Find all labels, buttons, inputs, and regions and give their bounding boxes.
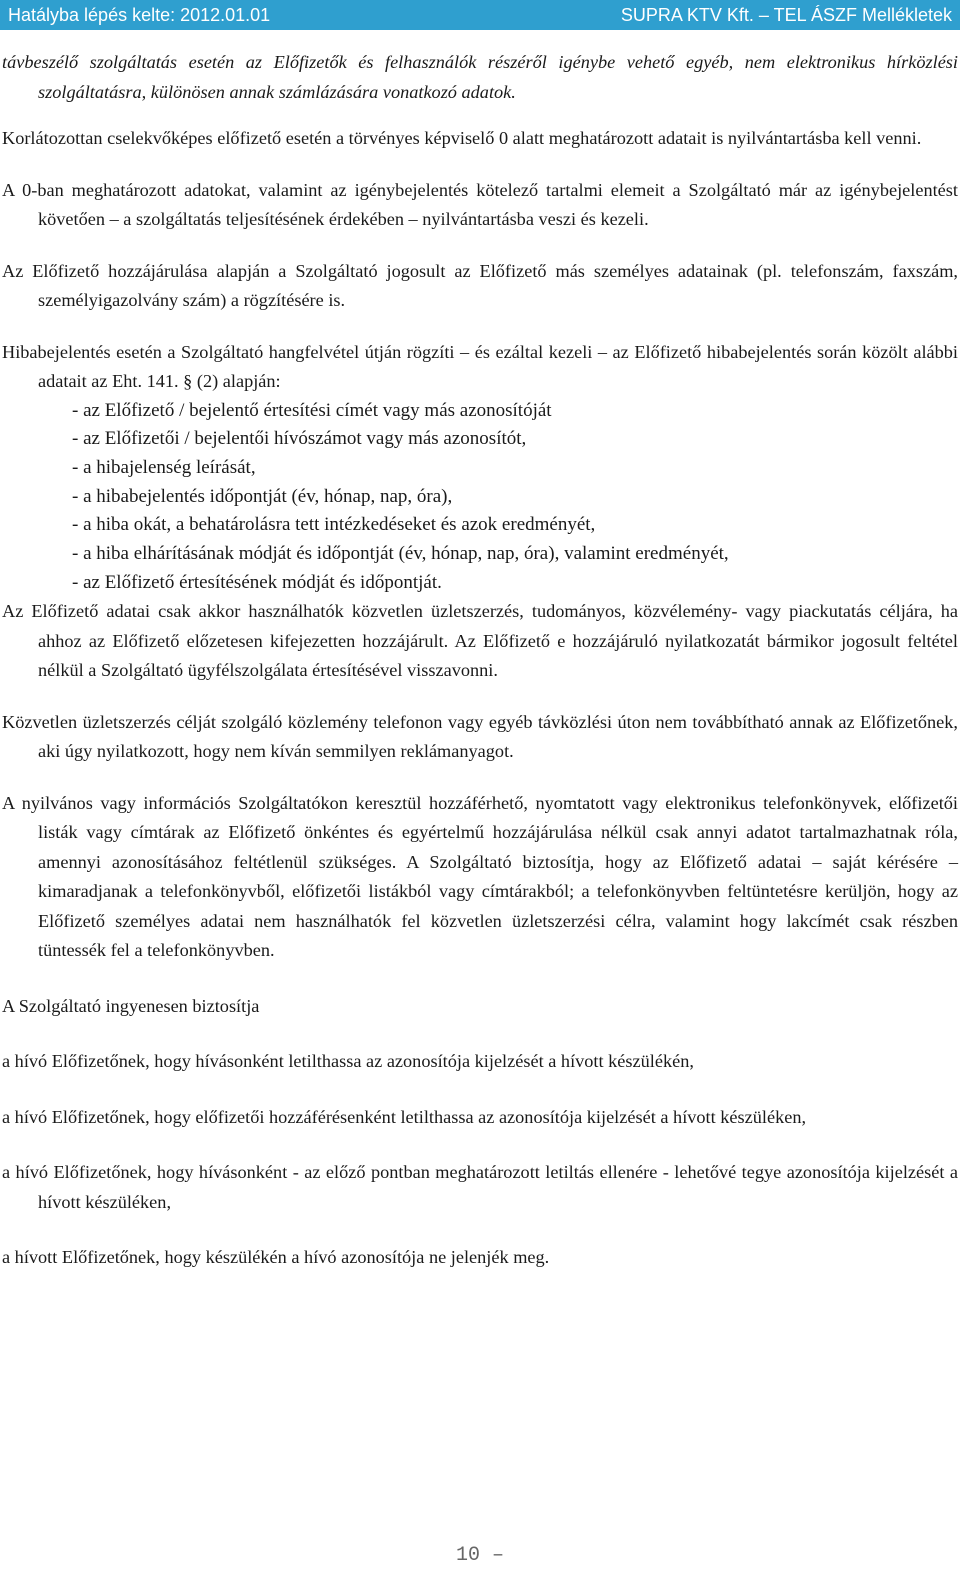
paragraph-caller-per-access: a hívó Előfizetőnek, hogy előfizetői hozzáférésenként letilthassa az azonosítója kijelzését a hívott készüléken,	[2, 1106, 807, 1127]
paragraph-limited-capacity: Korlátozottan cselekvőképes előfizető esetén a törvényes képviselő 0 alatt meghatározott adatait is nyilvántartásba kell venni.	[2, 128, 922, 148]
document-body	[0, 48, 960, 1273]
list-item: - az Előfizető / bejelentő értesítési címét vagy más azonosítóját	[72, 399, 552, 421]
paragraph-caller-override: a hívó Előfizetőnek, hogy hívásonként - az előző pontban meghatározott letiltás ellenére - lehetővé tegye azonosítója kijelzését a hívott készüléken,	[2, 1162, 958, 1212]
paragraph-consent: Az Előfizető hozzájárulása alapján a Szolgáltató jogosult az Előfizető más személyes adatainak (pl. telefonszám, faxszám, személyigazolvány szám) a rögzítésére is.	[2, 260, 958, 310]
effective-date: Hatályba lépés kelte: 2012.01.01	[8, 4, 271, 25]
paragraph-marketing-use: Az Előfizető adatai csak akkor használhatók közvetlen üzletszerzés, tudományos, közvélemény- vagy piackutatás céljára, ha ahhoz az Előfizető előzetesen kifejezetten hozzájárult. Az Előfizető e hozzájáruló nyilatkozatát bármikor jogosult feltétel nélkül a Szolgáltató ügyfélszolgálata értesítésével visszavonni.	[2, 601, 958, 681]
document-title: SUPRA KTV Kft. – TEL ÁSZF Mellékletek	[620, 4, 952, 25]
list-item: - a hiba elhárításának módját és időpontját (év, hónap, nap, óra), valamint eredményét,	[72, 543, 729, 565]
paragraph-called-party: a hívott Előfizetőnek, hogy készülékén a hívó azonosítója ne jelenjék meg.	[2, 1247, 550, 1268]
page-header	[0, 0, 960, 30]
fault-data-list	[2, 397, 958, 598]
paragraph-direct-marketing: Közvetlen üzletszerzés célját szolgáló közlemény telefonon vagy egyéb távközlési úton nem továbbítható annak az Előfizetőnek, aki úgy nyilatkozott, hogy nem kíván semmilyen reklámanyagot.	[2, 711, 958, 762]
paragraph-fault-report: Hibabejelentés esetén a Szolgáltató hangfelvétel útján rögzíti – és ezáltal kezeli – az Előfizető hibabejelentés során közölt alábbi adatait az Eht. 141. § (2) alapján:	[2, 341, 958, 391]
list-item: - a hibabejelentés időpontját (év, hónap, nap, óra),	[72, 485, 453, 507]
list-item: - az Előfizetői / bejelentői hívószámot vagy más azonosítót,	[72, 428, 527, 450]
paragraph-directories: A nyilvános vagy információs Szolgáltatókon keresztül hozzáférhető, nyomtatott vagy elektronikus telefonkönyvek, előfizetői listák vagy címtárak az Előfizető önkéntes és egyértelmű hozzájárulása nélkül csak annyi adatot tartalmazhatnak róla, amennyi azonosításához feltétlenül szükséges. A Szolgáltató biztosítja, hogy az Előfizető adatai – saját kérésére – kimaradjanak a telefonkönyvből, előfizetői listákból vagy címtárakból; a telefonkönyvben feltüntetésre kerüljön, hogy az Előfizető személyes adatai nem használhatók fel közvetlen üzletszerzési célra, valamint hogy lakcímét csak részben tüntessék fel a telefonkönyvben.	[2, 792, 958, 961]
paragraph-data-registration: A 0-ban meghatározott adatokat, valamint az igénybejelentés kötelező tartalmi elemeit a Szolgáltató már az igénybejelentést követően – a szolgáltatás teljesítésének érdekében – nyilvántartásba veszi és kezeli.	[2, 179, 958, 229]
list-item: - az Előfizető értesítésének módját és időpontját.	[72, 571, 442, 593]
paragraph-caller-per-call: a hívó Előfizetőnek, hogy hívásonként letilthassa az azonosítója kijelzését a hívott készülékén,	[2, 1051, 694, 1072]
list-item: - a hiba okát, a behatárolásra tett intézkedéseket és azok eredményét,	[72, 514, 596, 536]
page-number: 10 –	[455, 1544, 504, 1567]
list-item: - a hibajelenség leírását,	[72, 456, 256, 478]
paragraph-continuation: távbeszélő szolgáltatás esetén az Előfizetők és felhasználók részéről igénybe vehető egyéb, nem elektronikus hírközlési szolgáltatásra, különösen annak számlázására vonatkozó adatok.	[2, 52, 958, 102]
paragraph-free-services: A Szolgáltató ingyenesen biztosítja	[2, 995, 260, 1016]
